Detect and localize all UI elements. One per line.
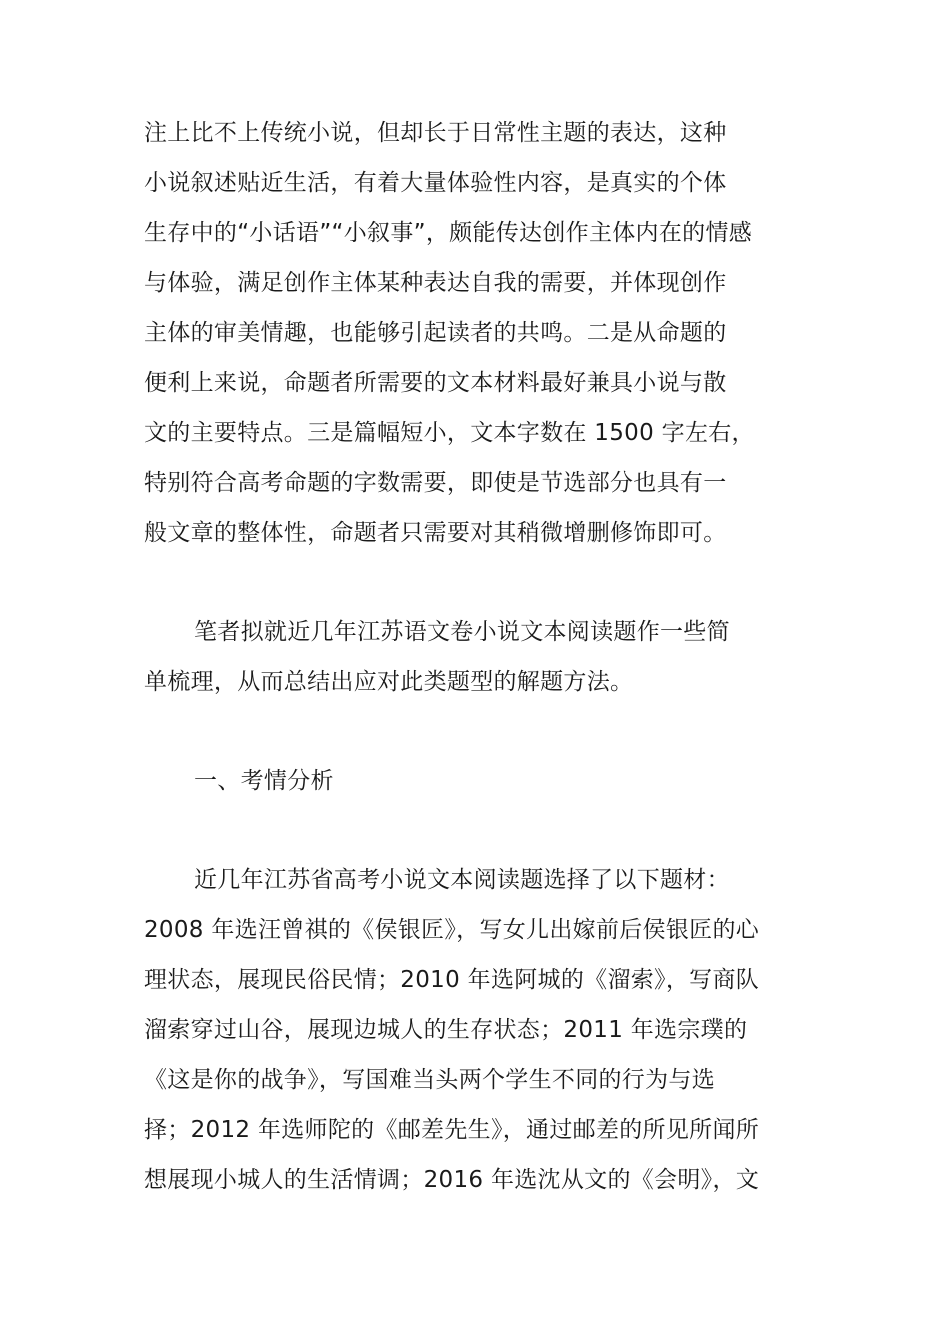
paragraph-3-line-7: 想展现小城人的生活情调；2016 年选沈从文的《会明》，文 [144,1167,760,1193]
paragraph-3-line-3: 理状态，展现民俗民情；2010 年选阿城的《溜索》，写商队 [144,967,760,993]
paragraph-1-line-2: 小说叙述贴近生活，有着大量体验性内容，是真实的个体 [144,170,727,196]
paragraph-1-line-9: 般文章的整体性，命题者只需要对其稍微增删修饰即可。 [144,520,727,546]
paragraph-3-line-2: 2008 年选汪曾祺的《侯银匠》，写女儿出嫁前后侯银匠的心 [144,917,760,943]
paragraph-3-line-6: 择；2012 年选师陀的《邮差先生》，通过邮差的所见所闻所 [144,1117,760,1143]
paragraph-1-line-8: 特别符合高考命题的字数需要，即使是节选部分也具有一 [144,470,727,496]
paragraph-1-line-3: 生存中的“小话语”“小叙事”，颇能传达创作主体内在的情感 [144,220,753,246]
paragraph-3-line-4: 溜索穿过山谷，展现边城人的生存状态；2011 年选宗璞的 [144,1017,748,1043]
paragraph-2-line-2: 单梳理，从而总结出应对此类题型的解题方法。 [144,669,634,695]
paragraph-1-line-1: 注上比不上传统小说，但却长于日常性主题的表达，这种 [144,120,727,146]
paragraph-1-line-5: 主体的审美情趣，也能够引起读者的共鸣。二是从命题的 [144,320,727,346]
paragraph-2-line-1: 笔者拟就近几年江苏语文卷小说文本阅读题作一些简 [194,619,730,645]
paragraph-1-line-7: 文的主要特点。三是篇幅短小，文本字数在 1500 字左右， [144,420,755,446]
paragraph-1-line-6: 便利上来说，命题者所需要的文本材料最好兼具小说与散 [144,370,727,396]
paragraph-3-line-5: 《这是你的战争》，写国难当头两个学生不同的行为与选 [144,1067,715,1093]
paragraph-3-line-1: 近几年江苏省高考小说文本阅读题选择了以下题材： [194,867,730,893]
paragraph-1-line-4: 与体验，满足创作主体某种表达自我的需要，并体现创作 [144,270,727,296]
section-heading: 一、考情分析 [194,768,334,794]
